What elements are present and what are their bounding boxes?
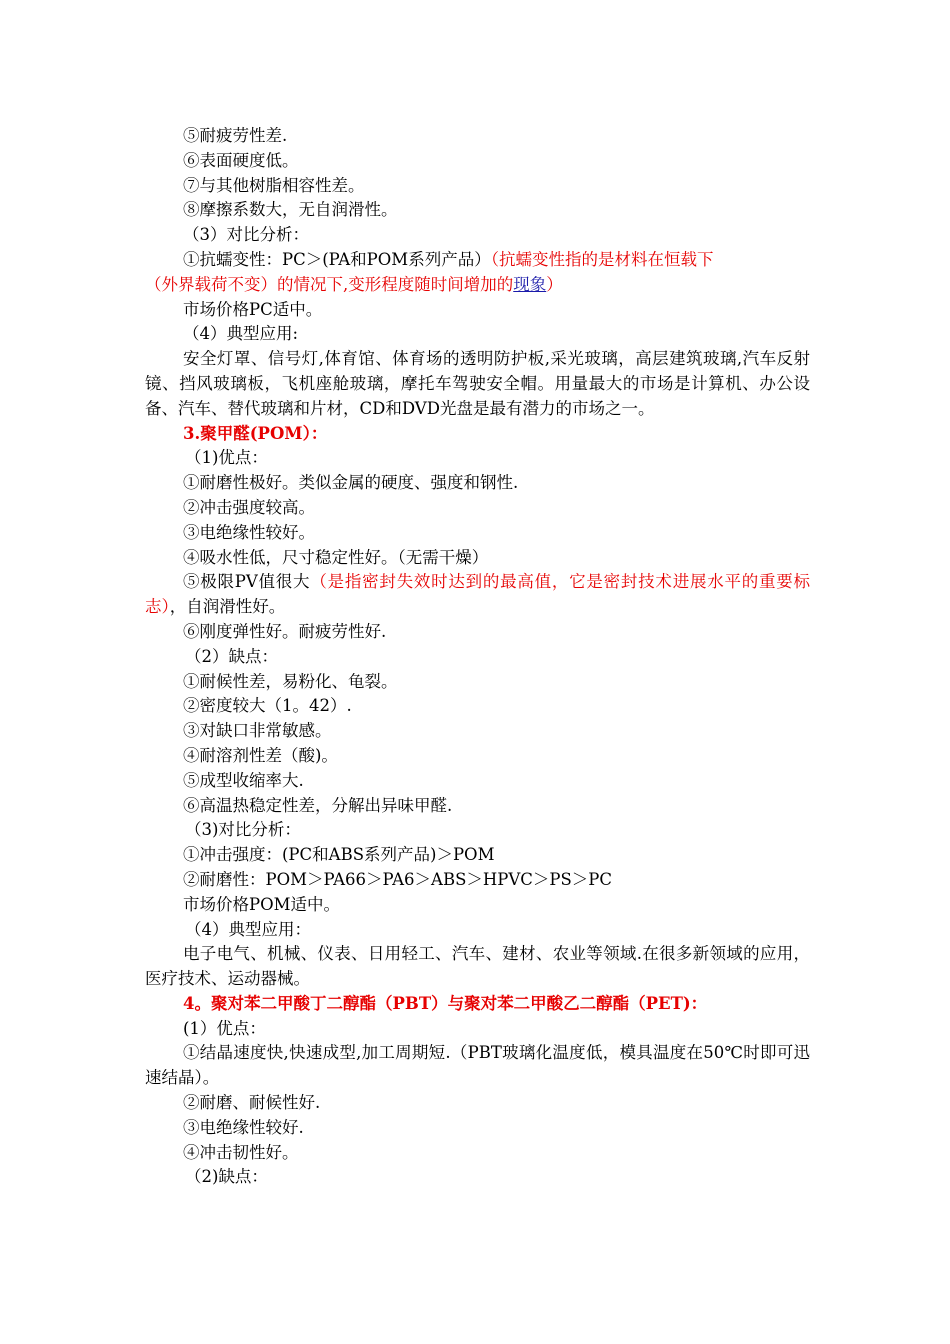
pom-con-2: ②密度较大（1。42）. — [183, 696, 352, 716]
pbt-pro-3: ③电绝缘性较好. — [183, 1117, 304, 1137]
pom-pro-6: ⑥刚度弹性好。耐疲劳性好. — [183, 621, 387, 641]
pc-con-8: ⑧摩擦系数大，无自润滑性。 — [183, 200, 398, 220]
pom-cons-heading: （2）缺点： — [185, 646, 278, 666]
pom-pros-heading: （1)优点： — [185, 448, 268, 468]
pc-creep-note-c: ） — [546, 274, 563, 294]
pc-creep-paragraph — [145, 248, 810, 298]
pom-title: 3.聚甲醛(POM）： — [183, 423, 328, 443]
pom-price: 市场价格POM适中。 — [183, 894, 341, 914]
pc-con-6: ⑥表面硬度低。 — [183, 150, 299, 170]
document-page — [145, 124, 810, 1190]
pom-compare-2: ②耐磨性：POM＞PA66＞PA6＞ABS＞HPVC＞PS＞PC — [183, 869, 613, 889]
pc-con-5: ⑤耐疲劳性差. — [183, 126, 288, 145]
pom-pv-note: （是指密封失效时达到的最高值，它是密封技术进展水平的重要标志） — [145, 572, 810, 617]
pbt-pro-4: ④冲击韧性好。 — [183, 1142, 299, 1162]
pom-con-6: ⑥高温热稳定性差，分解出异味甲醛. — [183, 795, 453, 815]
pbt-pro-1: ①结晶速度快,快速成型,加工周期短.（PBT玻璃化温度低，模具温度在50℃时即可迅速结晶）。 — [145, 1043, 810, 1088]
pom-compare-1: ①冲击强度：(PC和ABS系列产品)＞POM — [183, 845, 495, 865]
pc-apps-text: 安全灯罩、信号灯,体育馆、体育场的透明防护板,采光玻璃，高层建筑玻璃,汽车反射镜、挡风玻璃板，飞机座舱玻璃，摩托车驾驶安全帽。用量最大的市场是计算机、办公设备、汽车、替代玻璃和片材，CD和DVD光盘是最有潜力的市场之一。 — [145, 349, 810, 418]
pom-con-3: ③对缺口非常敏感。 — [183, 721, 332, 741]
pbt-pro-2: ②耐磨、耐候性好. — [183, 1093, 321, 1113]
pom-con-1: ①耐候性差，易粉化、龟裂。 — [183, 671, 398, 691]
pc-creep-note-a: （抗蠕变性指的是材料在恒载下 — [490, 249, 714, 269]
pom-pro-3: ③电绝缘性较好。 — [183, 522, 315, 542]
pom-pro-2: ②冲击强度较高。 — [183, 497, 315, 517]
pom-compare-heading: （3)对比分析： — [185, 820, 301, 840]
pc-apps-heading: （4）典型应用: — [183, 324, 299, 344]
pom-con-5: ⑤成型收缩率大. — [183, 770, 304, 790]
pc-con-7: ⑦与其他树脂相容性差。 — [183, 175, 365, 195]
creep-link[interactable]: 现象 — [513, 274, 547, 294]
pom-con-4: ④耐溶剂性差（酸)。 — [183, 745, 338, 765]
pc-price: 市场价格PC适中。 — [183, 299, 323, 319]
pom-pv-paragraph — [145, 570, 810, 620]
pom-apps-text: 电子电气、机械、仪表、日用轻工、汽车、建材、农业等领域.在很多新领域的应用，医疗技术、运动器械。 — [145, 944, 810, 989]
pc-creep-main: ①抗蠕变性：PC＞(PA和POM系列产品） — [183, 249, 491, 269]
pom-apps-heading: （4）典型应用： — [185, 919, 311, 939]
pom-pro-1: ①耐磨性极好。类似金属的硬度、强度和钢性. — [183, 473, 519, 493]
pc-compare-heading: （3）对比分析： — [183, 225, 309, 245]
pbt-title: 4。聚对苯二甲酸丁二醇酯（PBT）与聚对苯二甲酸乙二醇酯（PET)： — [183, 993, 708, 1013]
pom-pv-tail: ，自润滑性好。 — [169, 597, 286, 617]
pom-pro-4: ④吸水性低，尺寸稳定性好。（无需干燥） — [183, 547, 489, 567]
pom-pv-main: ⑤极限PV值很大 — [183, 572, 311, 592]
pbt-pros-heading: (1）优点： — [183, 1018, 266, 1038]
pc-creep-note-b: （外界载荷不变）的情况下,变形程度随时间增加的 — [145, 274, 514, 294]
pbt-cons-heading: （2)缺点： — [185, 1167, 268, 1187]
